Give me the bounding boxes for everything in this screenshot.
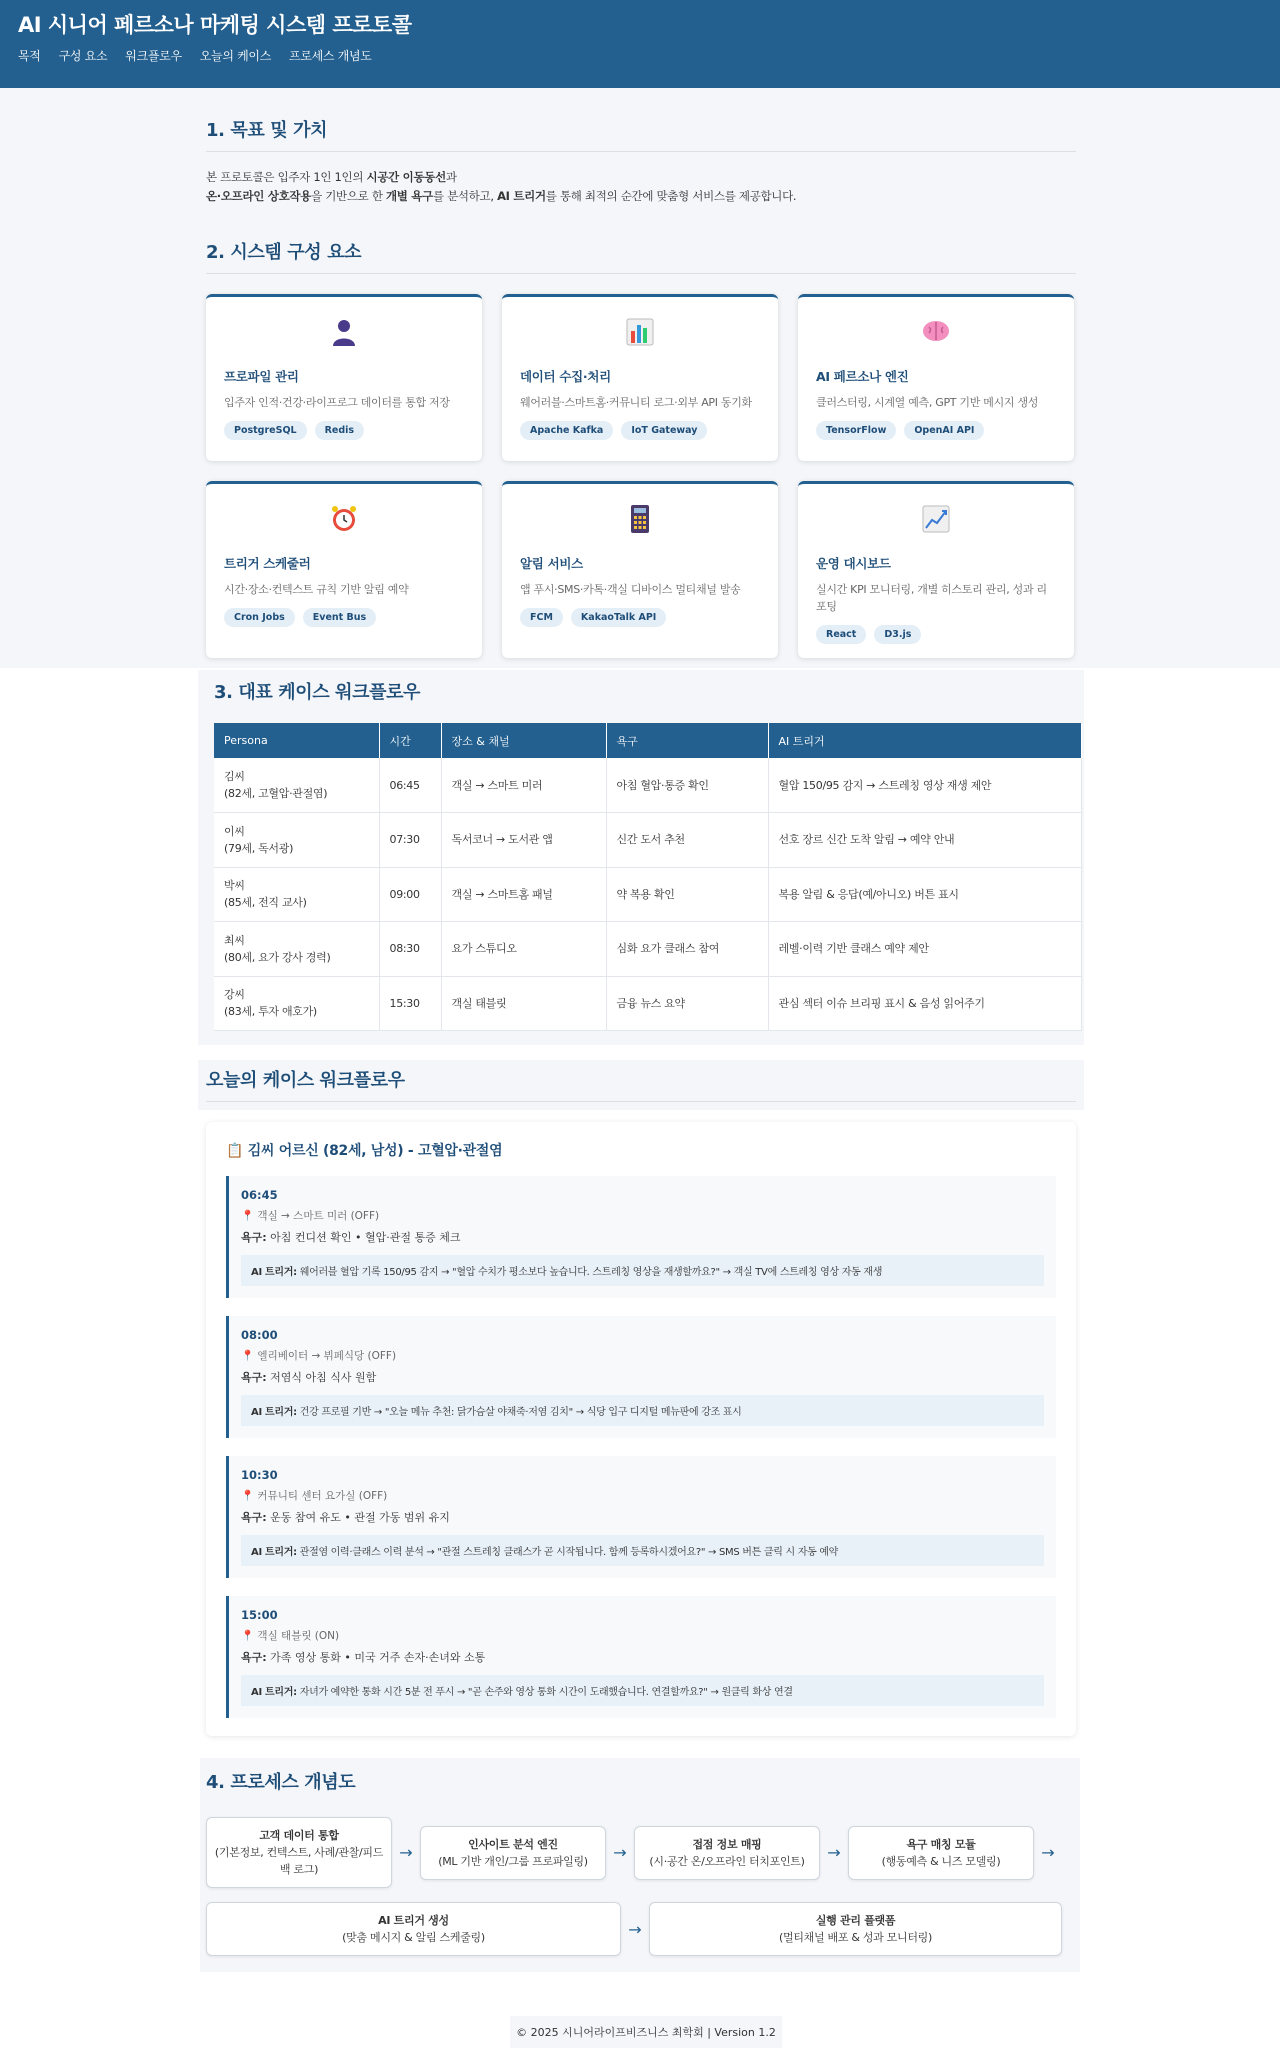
persona-detail: (79세, 독서광) xyxy=(224,841,294,855)
tech-tag: KakaoTalk API xyxy=(571,608,666,627)
component-title: 운영 대시보드 xyxy=(816,556,891,571)
timeline-location xyxy=(241,1208,1044,1223)
component-desc: 실시간 KPI 모니터링, 개별 히스토리 관리, 성과 리포팅 xyxy=(816,583,1047,613)
timeline-time: 10:30 xyxy=(241,1468,278,1482)
place-cell: 객실 → 스마트홈 패널 xyxy=(441,867,606,922)
arrow-right-icon: → xyxy=(613,1843,627,1862)
table-header-row xyxy=(214,723,1082,758)
time-cell: 07:30 xyxy=(379,813,441,868)
section-goals xyxy=(206,116,1076,206)
nav-link-process[interactable]: 프로세스 개념도 xyxy=(289,49,372,63)
time-cell: 06:45 xyxy=(379,758,441,813)
need-label: 욕구: xyxy=(241,1231,267,1244)
timeline-trigger xyxy=(241,1395,1044,1426)
persona-name: 강씨 xyxy=(224,988,245,1002)
component-desc: 클러스터링, 시계열 예측, GPT 기반 메시지 생성 xyxy=(816,396,1039,409)
component-title: 알림 서비스 xyxy=(520,556,583,571)
timeline-need xyxy=(241,1369,1044,1385)
process-flow-row-1 xyxy=(206,1817,1074,1888)
table-header: 욕구 xyxy=(606,723,768,758)
section-today-case xyxy=(198,1060,1084,1736)
need-text: 운동 참여 유도 • 관절 가동 범위 유지 xyxy=(270,1511,450,1524)
tech-tag: OpenAI API xyxy=(904,421,984,440)
tech-tag: Event Bus xyxy=(303,608,376,627)
timeline-item xyxy=(226,1316,1056,1438)
timeline-item xyxy=(226,1456,1056,1578)
need-text: 가족 영상 통화 • 미국 거주 손자·손녀와 소통 xyxy=(270,1651,486,1664)
section-workflow-title: 3. 대표 케이스 워크플로우 xyxy=(214,682,421,703)
process-node-title: 욕구 매칭 모듈 xyxy=(906,1837,976,1851)
trigger-label: AI 트리거: xyxy=(251,1267,297,1278)
section-components xyxy=(206,238,1076,658)
table-header: Persona xyxy=(214,723,379,758)
need-cell: 신간 도서 추천 xyxy=(606,813,768,868)
case-box xyxy=(206,1122,1076,1736)
process-node-title: 실행 관리 플랫폼 xyxy=(815,1914,896,1927)
timeline-need xyxy=(241,1649,1044,1665)
need-cell: 아침 혈압·통증 확인 xyxy=(606,758,768,813)
nav-link-components[interactable]: 구성 요소 xyxy=(58,49,108,63)
time-cell: 08:30 xyxy=(379,922,441,977)
tech-tag: IoT Gateway xyxy=(621,421,707,440)
brain-icon xyxy=(816,317,1056,355)
arrow-right-icon: → xyxy=(628,1919,642,1939)
need-label: 욕구: xyxy=(241,1651,267,1664)
section-goals-title: 1. 목표 및 가치 xyxy=(206,116,1076,152)
arrow-right-icon: → xyxy=(1041,1843,1055,1862)
persona-cell xyxy=(214,813,379,868)
pin-icon: 📍 xyxy=(241,1210,255,1222)
component-card xyxy=(502,481,778,658)
persona-detail: (82세, 고혈압·관절염) xyxy=(224,787,328,800)
goals-text-bold: AI 트리거 xyxy=(497,189,546,203)
tech-tag: D3.js xyxy=(874,625,921,644)
pin-icon: 📍 xyxy=(241,1350,255,1362)
process-node xyxy=(634,1826,820,1880)
component-title: 프로파일 관리 xyxy=(224,369,299,384)
goals-text-bold: 온·오프라인 상호작용 xyxy=(206,189,312,203)
process-node xyxy=(848,1826,1034,1880)
table-row xyxy=(214,758,1082,813)
time-cell: 15:30 xyxy=(379,976,441,1031)
timeline-item xyxy=(226,1176,1056,1298)
trigger-cell: 선호 장르 신간 도착 알림 → 예약 안내 xyxy=(768,813,1082,868)
table-row xyxy=(214,922,1082,977)
process-node-desc: (시·공간 온/오프라인 터치포인트) xyxy=(649,1854,805,1868)
trigger-label: AI 트리거: xyxy=(251,1547,297,1558)
process-node-desc: (멀티채널 배포 & 성과 모니터링) xyxy=(779,1931,932,1944)
process-node xyxy=(206,1817,392,1888)
process-node-desc: (맞춤 메시지 & 알림 스케줄링) xyxy=(342,1931,485,1944)
case-title xyxy=(226,1140,1056,1160)
location-text: 객실 → 스마트 미러 (OFF) xyxy=(257,1210,380,1222)
place-cell: 독서코너 → 도서관 앱 xyxy=(441,813,606,868)
line-chart-icon xyxy=(816,504,1056,542)
trigger-text: 자녀가 예약한 통화 시간 5분 전 푸시 → "곧 손주와 영상 통화 시간이 도래했습니다. 연결할까요?" → 원클릭 화상 연결 xyxy=(299,1687,793,1698)
clipboard-icon: 📋 xyxy=(226,1143,244,1159)
nav-link-workflow[interactable]: 워크플로우 xyxy=(125,49,182,63)
table-row xyxy=(214,813,1082,868)
persona-cell xyxy=(214,758,379,813)
table-row xyxy=(214,867,1082,922)
process-node-title: 인사이트 분석 엔진 xyxy=(468,1837,558,1851)
trigger-label: AI 트리거: xyxy=(251,1687,297,1698)
trigger-text: 건강 프로필 기반 → "오늘 메뉴 추천: 닭가슴살 야채죽·저염 김치" → 식당 입구 디지털 메뉴판에 강조 표시 xyxy=(299,1407,742,1418)
arrow-right-icon: → xyxy=(827,1843,841,1862)
need-cell: 금융 뉴스 요약 xyxy=(606,976,768,1031)
persona-name: 박씨 xyxy=(224,879,245,893)
place-cell: 객실 태블릿 xyxy=(441,976,606,1031)
process-node-title: AI 트리거 생성 xyxy=(378,1914,449,1927)
persona-cell xyxy=(214,976,379,1031)
location-text: 객실 태블릿 (ON) xyxy=(257,1630,340,1642)
trigger-cell: 관심 섹터 이슈 브리핑 표시 & 음성 읽어주기 xyxy=(768,976,1082,1031)
trigger-cell: 레벨·이력 기반 클래스 예약 제안 xyxy=(768,922,1082,977)
main-nav xyxy=(18,47,1262,64)
process-node xyxy=(649,1902,1062,1956)
need-text: 저염식 아침 식사 원함 xyxy=(270,1371,377,1384)
location-text: 커뮤니티 센터 요가실 (OFF) xyxy=(257,1490,388,1502)
process-node-title: 접점 정보 매핑 xyxy=(692,1837,762,1851)
component-desc: 웨어러블·스마트홈·커뮤니티 로그·외부 API 동기화 xyxy=(520,396,752,409)
timeline-trigger xyxy=(241,1535,1044,1566)
component-title: AI 페르소나 엔진 xyxy=(816,369,909,384)
timeline-time: 15:00 xyxy=(241,1608,278,1622)
tech-tag: React xyxy=(816,625,866,644)
calculator-icon xyxy=(520,504,760,542)
timeline-location xyxy=(241,1488,1044,1503)
process-node-title: 고객 데이터 통합 xyxy=(259,1829,339,1842)
need-text: 아침 컨디션 확인 • 혈압·관절 통증 체크 xyxy=(270,1231,461,1244)
trigger-label: AI 트리거: xyxy=(251,1407,297,1418)
timeline-item xyxy=(226,1596,1056,1718)
need-cell: 약 복용 확인 xyxy=(606,867,768,922)
component-card xyxy=(502,294,778,461)
person-icon xyxy=(224,317,464,355)
today-case-title: 오늘의 케이스 워크플로우 xyxy=(206,1066,1076,1102)
section-process xyxy=(200,1758,1080,1972)
timeline-trigger xyxy=(241,1675,1044,1706)
goals-text-part: 를 통해 최적의 순간에 맞춤형 서비스를 제공합니다. xyxy=(545,189,797,203)
workflow-table xyxy=(214,723,1082,1031)
need-cell: 심화 요가 클래스 참여 xyxy=(606,922,768,977)
bar-chart-icon xyxy=(520,317,760,355)
top-header xyxy=(0,0,1280,88)
today-case-header xyxy=(198,1060,1084,1110)
need-label: 욕구: xyxy=(241,1371,267,1384)
process-node xyxy=(420,1826,606,1880)
pin-icon: 📍 xyxy=(241,1630,255,1642)
trigger-text: 웨어러블 혈압 기록 150/95 감지 → "혈압 수치가 평소보다 높습니다. 스트레칭 영상을 재생할까요?" → 객실 TV에 스트레칭 영상 자동 재생 xyxy=(299,1267,883,1278)
timeline-location xyxy=(241,1348,1044,1363)
page-title: AI 시니어 페르소나 마케팅 시스템 프로토콜 xyxy=(18,13,412,37)
goals-text-bold: 개별 욕구 xyxy=(385,189,433,203)
time-cell: 09:00 xyxy=(379,867,441,922)
component-desc: 시간·장소·컨텍스트 규칙 기반 알림 예약 xyxy=(224,583,409,596)
timeline-time: 08:00 xyxy=(241,1328,278,1342)
trigger-cell: 복용 알림 & 응답(예/아니오) 버튼 표시 xyxy=(768,867,1082,922)
goals-text-part: 과 xyxy=(445,170,457,184)
goals-text-part: 본 프로토콜은 입주자 1인 1인의 xyxy=(206,170,367,184)
process-node xyxy=(206,1902,621,1956)
component-card xyxy=(798,481,1074,658)
goals-text-part: 을 기반으로 한 xyxy=(311,189,386,203)
component-desc: 앱 푸시·SMS·카톡·객실 디바이스 멀티채널 발송 xyxy=(520,583,741,596)
persona-name: 최씨 xyxy=(224,933,245,947)
tech-tag: TensorFlow xyxy=(816,421,896,440)
table-row xyxy=(214,976,1082,1031)
persona-cell xyxy=(214,922,379,977)
component-title: 트리거 스케줄러 xyxy=(224,556,311,571)
case-title-text: 김씨 어르신 (82세, 남성) - 고혈압·관절염 xyxy=(247,1143,503,1159)
section-components-title: 2. 시스템 구성 요소 xyxy=(206,238,1076,274)
nav-link-purpose[interactable]: 목적 xyxy=(18,49,41,63)
section-process-title: 4. 프로세스 개념도 xyxy=(206,1772,356,1793)
pin-icon: 📍 xyxy=(241,1490,255,1502)
persona-detail: (85세, 전직 교사) xyxy=(224,896,307,910)
persona-detail: (80세, 요가 강사 경력) xyxy=(224,950,331,964)
timeline-trigger xyxy=(241,1255,1044,1286)
persona-name: 이씨 xyxy=(224,824,245,838)
table-header: 시간 xyxy=(379,723,441,758)
tech-tag: Apache Kafka xyxy=(520,421,613,440)
persona-detail: (83세, 투자 애호가) xyxy=(224,1005,317,1019)
component-desc: 입주자 인적·건강·라이프로그 데이터를 통합 저장 xyxy=(224,396,450,409)
persona-name: 김씨 xyxy=(224,770,245,783)
trigger-cell: 혈압 150/95 감지 → 스트레칭 영상 재생 제안 xyxy=(768,758,1082,813)
timeline-need xyxy=(241,1509,1044,1525)
place-cell: 객실 → 스마트 미러 xyxy=(441,758,606,813)
timeline-time: 06:45 xyxy=(241,1188,278,1202)
table-header: AI 트리거 xyxy=(768,723,1082,758)
process-flow-row-2 xyxy=(206,1902,1074,1956)
goals-text-bold: 시공간 이동동선 xyxy=(366,170,446,184)
timeline-location xyxy=(241,1628,1044,1643)
component-cards xyxy=(206,294,1076,658)
tech-tag: PostgreSQL xyxy=(224,421,307,440)
goals-text xyxy=(206,168,1076,206)
timeline-need xyxy=(241,1229,1044,1245)
section-workflow xyxy=(198,670,1084,1045)
tech-tag: Redis xyxy=(315,421,364,440)
arrow-right-icon: → xyxy=(399,1843,413,1862)
place-cell: 요가 스튜디오 xyxy=(441,922,606,977)
need-label: 욕구: xyxy=(241,1511,267,1524)
goals-text-part: 를 분석하고, xyxy=(432,189,498,203)
component-card xyxy=(206,294,482,461)
component-title: 데이터 수집·처리 xyxy=(520,369,611,384)
tech-tag: Cron Jobs xyxy=(224,608,295,627)
table-header: 장소 & 채널 xyxy=(441,723,606,758)
component-card xyxy=(798,294,1074,461)
footer: © 2025 시니어라이프비즈니스 최학회 | Version 1.2 xyxy=(510,2016,782,2048)
trigger-text: 관절염 이력·클래스 이력 분석 → "관절 스트레칭 클래스가 곧 시작됩니다. 함께 등록하시겠어요?" → SMS 버튼 클릭 시 자동 예약 xyxy=(299,1547,839,1558)
component-card xyxy=(206,481,482,658)
persona-cell xyxy=(214,867,379,922)
process-node-desc: (ML 기반 개인/그룹 프로파일링) xyxy=(438,1854,588,1868)
process-node-desc: (행동예측 & 니즈 모델링) xyxy=(881,1854,1001,1868)
location-text: 엘리베이터 → 뷔페식당 (OFF) xyxy=(257,1350,397,1362)
alarm-clock-icon xyxy=(224,504,464,542)
tech-tag: FCM xyxy=(520,608,563,627)
process-node-desc: (기본정보, 컨텍스트, 사례/관찰/피드백 로그) xyxy=(214,1846,384,1876)
nav-link-today-case[interactable]: 오늘의 케이스 xyxy=(199,49,272,63)
